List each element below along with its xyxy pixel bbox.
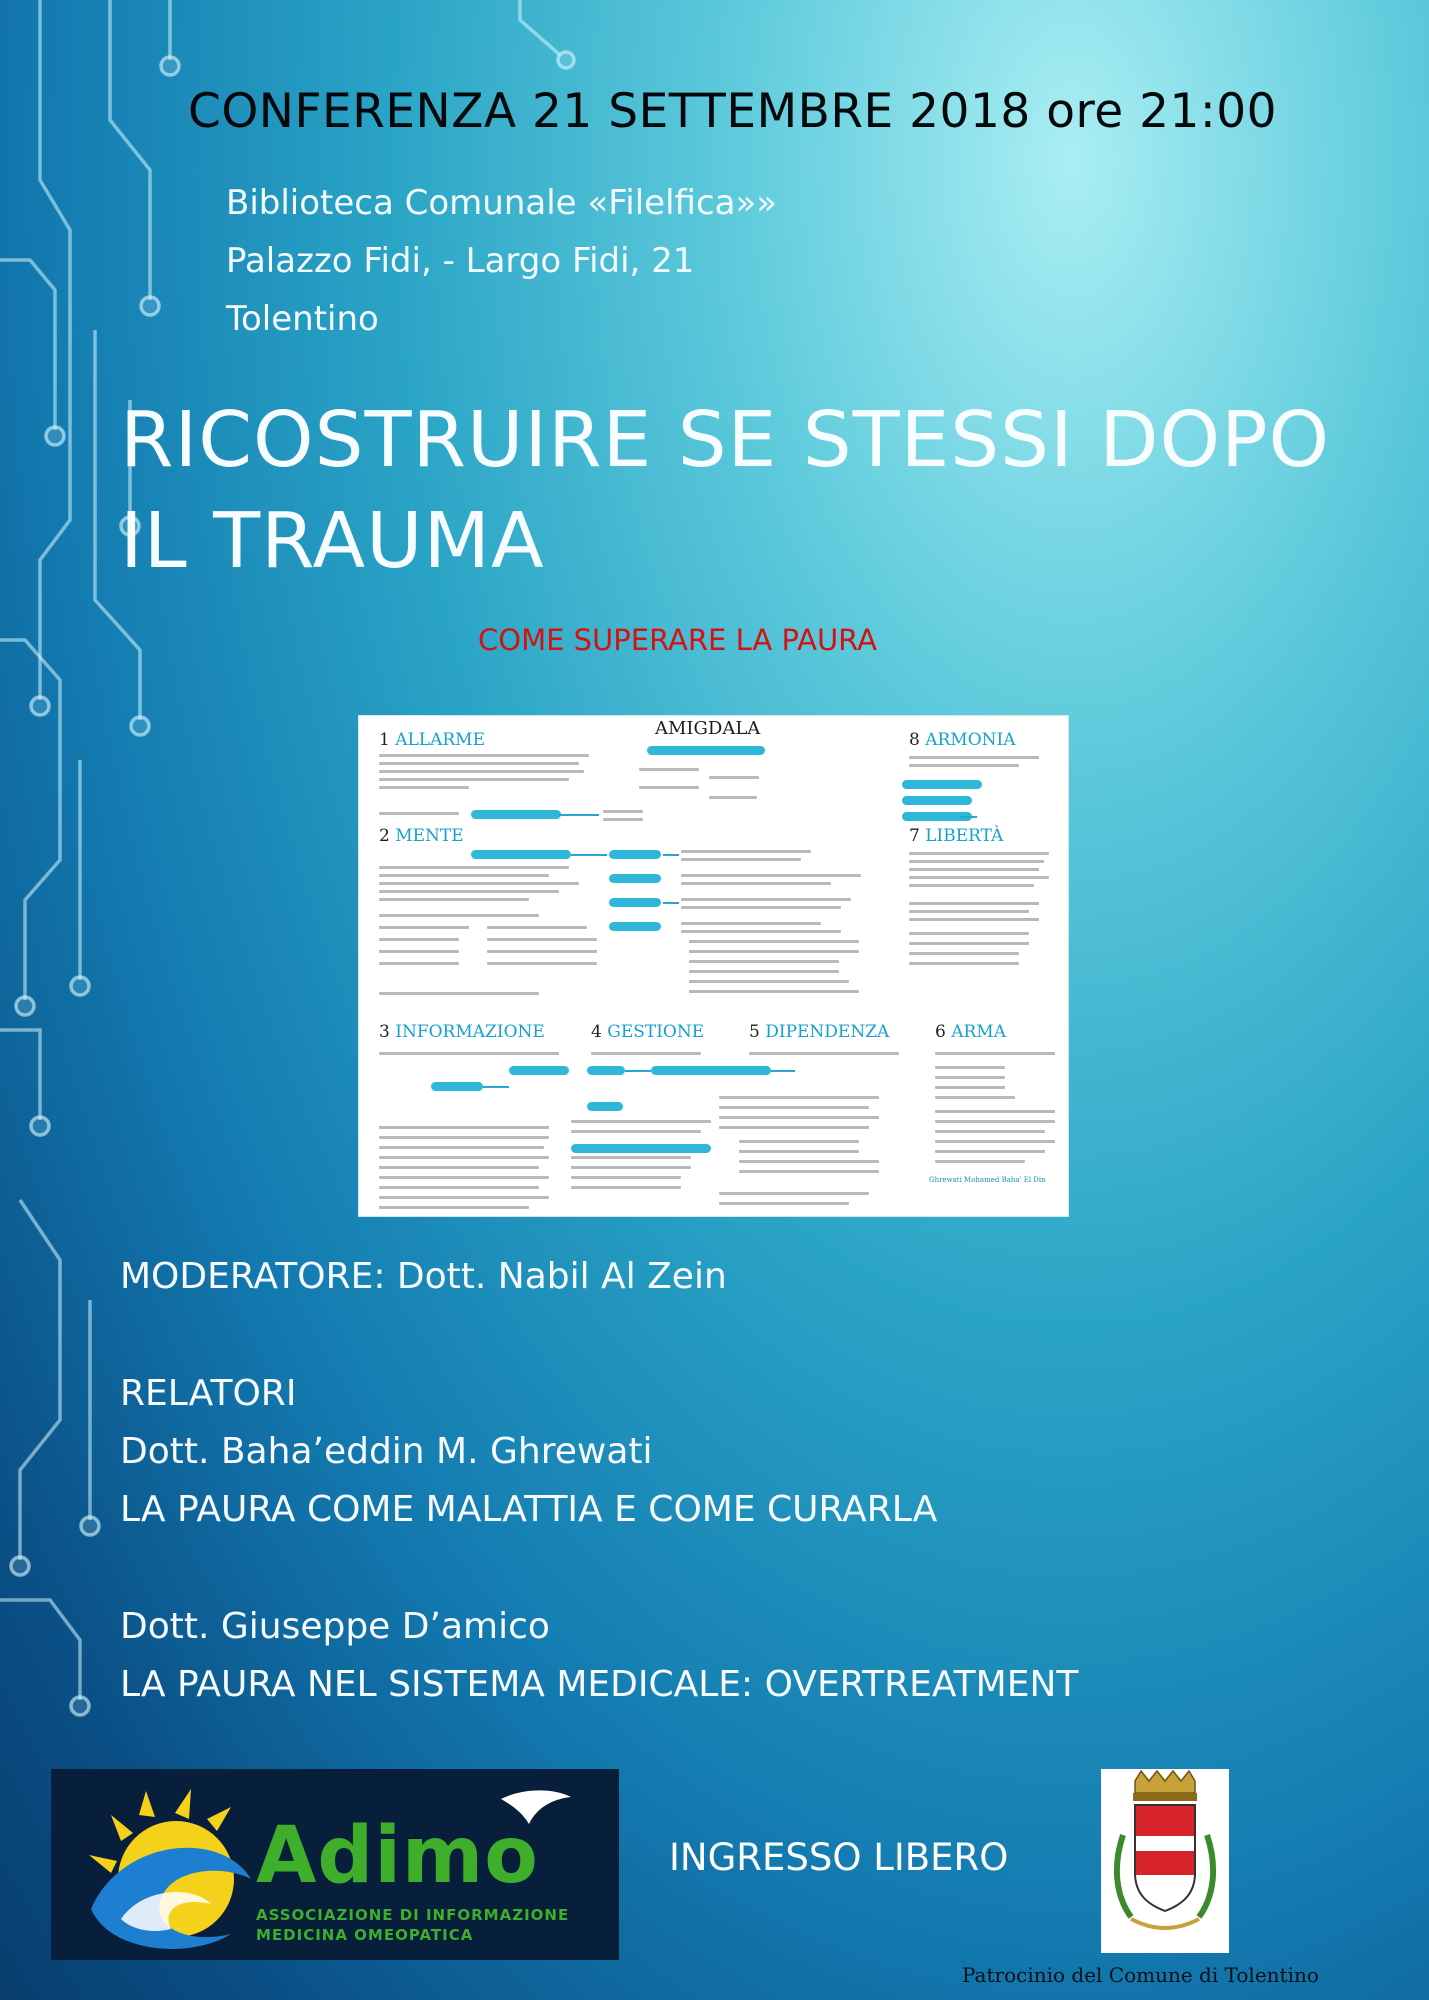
text-line <box>379 754 589 757</box>
text-line <box>681 874 861 877</box>
text-line <box>935 1140 1055 1143</box>
diagram-arrow <box>559 814 599 816</box>
section-gestione: 4 GESTIONE <box>591 1022 705 1042</box>
text-line <box>379 1052 559 1055</box>
text-line <box>681 922 821 925</box>
text-line <box>935 1052 1055 1055</box>
text-line <box>379 1126 549 1129</box>
diagram-arrow <box>663 902 679 904</box>
text-line <box>909 910 1029 913</box>
venue-line-address: Palazzo Fidi, - Largo Fidi, 21 <box>226 241 695 281</box>
text-line <box>909 962 1019 965</box>
text-line <box>909 884 1034 887</box>
text-line <box>379 770 584 773</box>
diagram-pill <box>587 1066 625 1075</box>
text-line <box>379 762 579 765</box>
moderator: MODERATORE: Dott. Nabil Al Zein <box>120 1256 727 1297</box>
text-line <box>935 1150 1045 1153</box>
text-line <box>639 786 699 789</box>
text-line <box>379 1206 529 1209</box>
section-armonia: 8 ARMONIA <box>909 730 1016 750</box>
text-line <box>739 1140 859 1143</box>
diagram-pill <box>651 1066 771 1075</box>
diagram-pill <box>471 810 561 819</box>
title-line-2: IL TRAUMA <box>120 497 545 586</box>
text-line <box>719 1192 869 1195</box>
adimo-logo <box>51 1769 619 1960</box>
diagram-pill <box>902 780 982 789</box>
diagram-pill <box>647 746 765 755</box>
text-line <box>379 866 569 869</box>
text-line <box>935 1110 1055 1113</box>
adimo-subtitle-2: MEDICINA OMEOPATICA <box>256 1926 474 1944</box>
text-line <box>935 1066 1005 1069</box>
text-line <box>379 812 459 815</box>
text-line <box>379 1146 544 1149</box>
text-line <box>719 1116 879 1119</box>
text-line <box>379 882 579 885</box>
text-line <box>749 1052 899 1055</box>
text-line <box>909 852 1049 855</box>
text-line <box>603 810 643 813</box>
venue-line-city: Tolentino <box>226 299 379 339</box>
diagram-pill <box>902 796 972 805</box>
adimo-wordmark: Adimo <box>256 1811 539 1901</box>
text-line <box>681 858 801 861</box>
text-line <box>571 1176 681 1179</box>
diagram-arrow <box>483 1086 509 1088</box>
diagram-pill <box>509 1066 569 1075</box>
section-mente: 2 MENTE <box>379 826 464 846</box>
text-line <box>681 930 841 933</box>
diagram-pill <box>609 874 661 883</box>
section-informazione: 3 INFORMAZIONE <box>379 1022 545 1042</box>
text-line <box>571 1120 711 1123</box>
speaker-2-name: Dott. Giuseppe D’amico <box>120 1606 550 1647</box>
text-line <box>909 868 1039 871</box>
text-line <box>709 796 757 799</box>
infographic-signature: Ghrewati Mohamed Baha' El Din <box>929 1176 1046 1184</box>
text-line <box>379 1136 549 1139</box>
text-line <box>689 950 859 953</box>
diagram-pill <box>571 1144 711 1153</box>
text-line <box>379 786 469 789</box>
text-line <box>681 898 851 901</box>
diagram-pill <box>431 1082 483 1091</box>
conference-date: CONFERENZA 21 SETTEMBRE 2018 ore 21:00 <box>188 84 1278 139</box>
text-line <box>935 1096 1015 1099</box>
text-line <box>487 926 587 929</box>
text-line <box>719 1126 869 1129</box>
text-line <box>719 1106 869 1109</box>
text-line <box>379 938 459 941</box>
text-line <box>681 882 831 885</box>
text-line <box>689 940 859 943</box>
text-line <box>487 950 597 953</box>
diagram-arrow <box>625 1070 651 1072</box>
text-line <box>935 1076 1005 1079</box>
ingresso-libero: INGRESSO LIBERO <box>669 1836 1009 1879</box>
text-line <box>379 890 559 893</box>
tolentino-crest-icon <box>1101 1769 1229 1953</box>
patrocinio-caption: Patrocinio del Comune di Tolentino <box>962 1963 1319 1987</box>
text-line <box>909 860 1044 863</box>
text-line <box>603 818 643 821</box>
diagram-pill <box>587 1102 623 1111</box>
infographic-center-title: AMIGDALA <box>655 718 761 739</box>
text-line <box>379 1166 539 1169</box>
text-line <box>379 898 529 901</box>
text-line <box>379 914 539 917</box>
text-line <box>935 1130 1045 1133</box>
title-line-1: RICOSTRUIRE SE STESSI DOPO <box>120 396 1331 485</box>
subtitle: COME SUPERARE LA PAURA <box>478 623 877 657</box>
text-line <box>739 1170 879 1173</box>
diagram-pill <box>471 850 571 859</box>
diagram-arrow <box>571 854 607 856</box>
speaker-1-name: Dott. Baha’eddin M. Ghrewati <box>120 1431 653 1472</box>
text-line <box>909 764 1019 767</box>
text-line <box>689 960 839 963</box>
text-line <box>739 1160 879 1163</box>
text-line <box>719 1096 879 1099</box>
text-line <box>591 1052 701 1055</box>
section-dipendenza: 5 DIPENDENZA <box>749 1022 890 1042</box>
text-line <box>739 1150 859 1153</box>
diagram-arrow <box>959 816 977 818</box>
text-line <box>681 906 841 909</box>
text-line <box>689 990 859 993</box>
text-line <box>719 1202 849 1205</box>
text-line <box>709 776 759 779</box>
section-arma: 6 ARMA <box>935 1022 1006 1042</box>
text-line <box>935 1120 1055 1123</box>
diagram-pill <box>609 922 661 931</box>
text-line <box>379 1196 549 1199</box>
text-line <box>379 1156 549 1159</box>
amigdala-infographic <box>359 716 1068 1216</box>
diagram-pill <box>609 898 661 907</box>
section-allarme: 1 ALLARME <box>379 730 485 750</box>
adimo-subtitle-1: ASSOCIAZIONE DI INFORMAZIONE <box>256 1906 570 1924</box>
text-line <box>379 1186 539 1189</box>
text-line <box>639 768 699 771</box>
text-line <box>935 1086 1005 1089</box>
text-line <box>379 962 459 965</box>
venue-line-library: Biblioteca Comunale «Filelfica»» <box>226 183 778 223</box>
text-line <box>379 950 459 953</box>
text-line <box>379 926 469 929</box>
text-line <box>909 756 1039 759</box>
diagram-arrow <box>663 854 679 856</box>
text-line <box>935 1160 1025 1163</box>
text-line <box>571 1156 691 1159</box>
text-line <box>379 992 539 995</box>
diagram-pill <box>609 850 661 859</box>
text-line <box>689 970 839 973</box>
text-line <box>909 918 1039 921</box>
speaker-1-talk: LA PAURA COME MALATTIA E COME CURARLA <box>120 1489 938 1530</box>
diagram-arrow <box>771 1070 795 1072</box>
text-line <box>909 932 1029 935</box>
text-line <box>379 874 549 877</box>
text-line <box>909 952 1019 955</box>
speakers-heading: RELATORI <box>120 1373 297 1414</box>
text-line <box>571 1186 681 1189</box>
speaker-2-talk: LA PAURA NEL SISTEMA MEDICALE: OVERTREATMENT <box>120 1664 1079 1705</box>
text-line <box>487 938 597 941</box>
text-line <box>681 850 811 853</box>
text-line <box>571 1166 691 1169</box>
text-line <box>571 1130 701 1133</box>
text-line <box>379 1176 549 1179</box>
text-line <box>909 902 1039 905</box>
text-line <box>909 942 1029 945</box>
text-line <box>487 962 597 965</box>
section-liberta: 7 LIBERTÀ <box>909 826 1004 846</box>
text-line <box>379 778 569 781</box>
text-line <box>909 876 1049 879</box>
text-line <box>689 980 849 983</box>
